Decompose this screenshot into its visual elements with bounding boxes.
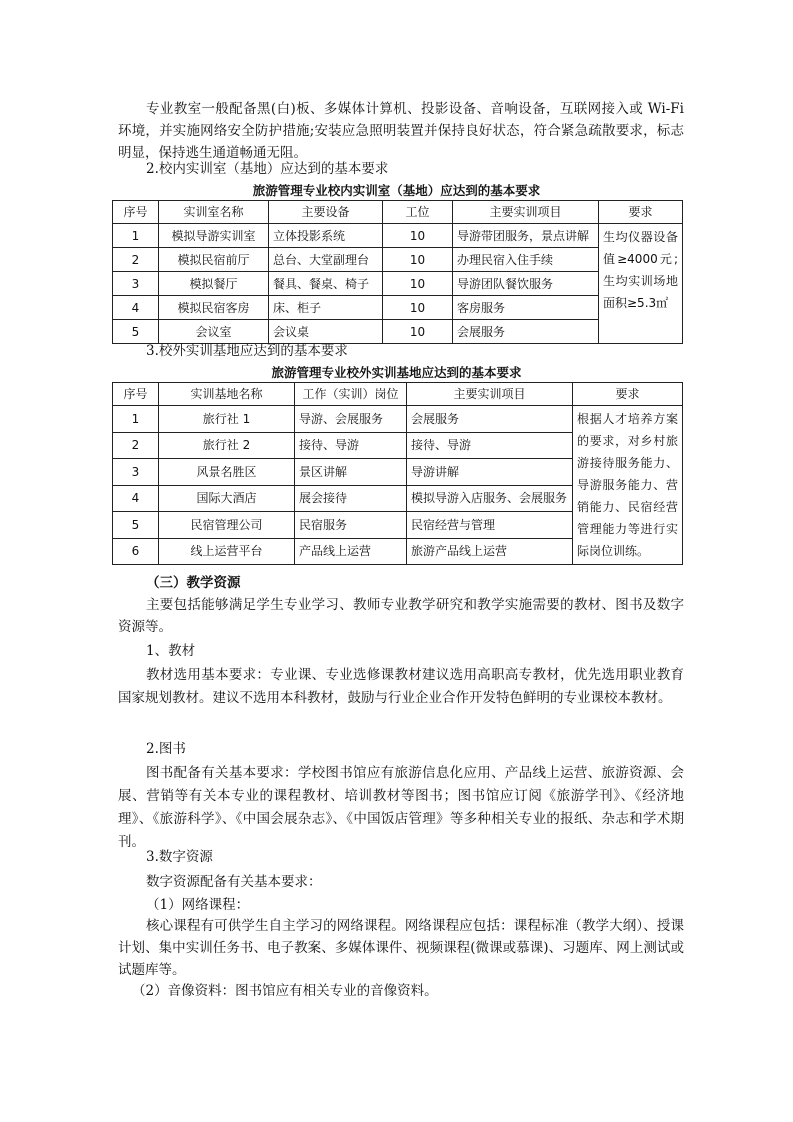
col-header: 要求 [573,383,683,406]
cell: 5 [113,512,159,539]
cell: 会议室 [159,320,269,344]
heading-offsite-training: 3.校外实训基地应达到的基本要求 [146,343,348,359]
col-header: 序号 [113,201,159,224]
cell: 床、柜子 [269,296,383,320]
table-row [113,248,683,272]
cell: 展会接待 [295,485,407,512]
cell: 3 [113,459,159,486]
col-header: 主要实训项目 [453,201,599,224]
section-teaching-resources-title: （三）教学资源 [146,575,241,591]
cell: 导游团队餐饮服务 [453,272,599,296]
resources-intro-paragraph: 主要包括能够满足学生专业学习、教师专业教学研究和教学实施需要的教材、图书及数字资源等。 [118,597,684,635]
heading-digital-resources: 3.数字资源 [146,849,213,865]
cell: 民宿管理公司 [159,512,295,539]
cell: 导游带团服务，景点讲解 [453,224,599,248]
cell: 10 [383,272,453,296]
cell: 3 [113,272,159,296]
table-row [113,296,683,320]
cell: 模拟导游入店服务、会展服务 [407,485,573,512]
col-header: 实训基地名称 [159,383,295,406]
cell: 会展服务 [407,406,573,433]
table-row [113,224,683,248]
table-row [113,406,683,433]
cell: 民宿服务 [295,512,407,539]
cell: 会展服务 [453,320,599,344]
cell: 2 [113,432,159,459]
cell: 接待、导游 [407,432,573,459]
table2-caption: 旅游管理专业校外实训基地应达到的基本要求 [271,365,522,380]
cell: 4 [113,296,159,320]
requirement-cell: 生均仪器设备值≥4000元;生均实训场地面积≥5.3㎡ [599,224,683,344]
cell: 总台、大堂副理台 [269,248,383,272]
digital-intro: 数字资源配备有关基本要求： [146,874,322,890]
cell: 1 [113,224,159,248]
online-course-paragraph: 核心课程有可供学生自主学习的网络课程。网络课程应包括：课程标准（教学大纲）、授课计划、集中实训任务书、电子教案、多媒体课件、视频课程(微课或慕课)、习题库、网上测试或试题库等。 [118,918,684,978]
table-header-row [113,383,683,406]
cell: 旅行社 2 [159,432,295,459]
cell: 产品线上运营 [295,538,407,565]
onsite-training-table [112,200,683,344]
books-paragraph: 图书配备有关基本要求：学校图书馆应有旅游信息化应用、产品线上运营、旅游资源、会展、营销等有关本专业的课程教材、培训教材等图书；图书馆应订阅《旅游学刊》、《经济地理》、《旅游科学》、《中国会展杂志》、《中国饭店管理》等多种相关专业的报纸、杂志和学术期刊。 [118,765,684,850]
cell: 办理民宿入住手续 [453,248,599,272]
cell: 模拟餐厅 [159,272,269,296]
table-row [113,272,683,296]
cell: 客房服务 [453,296,599,320]
cell: 导游、会展服务 [295,406,407,433]
cell: 接待、导游 [295,432,407,459]
cell: 10 [383,296,453,320]
cell: 10 [383,320,453,344]
cell: 模拟导游实训室 [159,224,269,248]
cell: 旅游产品线上运营 [407,538,573,565]
cell: 2 [113,248,159,272]
cell: 线上运营平台 [159,538,295,565]
cell: 模拟民宿前厅 [159,248,269,272]
cell: 模拟民宿客房 [159,296,269,320]
av-materials-paragraph: （2）音像资料：图书馆应有相关专业的音像资料。 [132,983,438,999]
cell: 5 [113,320,159,344]
cell: 6 [113,538,159,565]
textbook-paragraph: 教材选用基本要求：专业课、专业选修课教材建议选用高职高专教材，优先选用职业教育国家规划教材。建议不选用本科教材，鼓励与行业企业合作开发特色鲜明的专业课校本教材。 [118,667,684,706]
col-header: 工作（实训）岗位 [295,383,407,406]
cell: 会议桌 [269,320,383,344]
cell: 旅行社 1 [159,406,295,433]
offsite-training-table [112,382,683,565]
cell: 10 [383,248,453,272]
col-header: 序号 [113,383,159,406]
heading-books: 2.图书 [146,741,186,757]
table-header-row [113,201,683,224]
cell: 民宿经营与管理 [407,512,573,539]
heading-onsite-training: 2.校内实训室（基地）应达到的基本要求 [146,161,389,177]
cell: 风景名胜区 [159,459,295,486]
col-header: 工位 [383,201,453,224]
cell: 1 [113,406,159,433]
cell: 国际大酒店 [159,485,295,512]
col-header: 要求 [599,201,683,224]
col-header: 主要实训项目 [407,383,573,406]
cell: 立体投影系统 [269,224,383,248]
cell: 4 [113,485,159,512]
intro-paragraph: 专业教室一般配备黑(白)板、多媒体计算机、投影设备、音响设备，互联网接入或 Wi-Fi 环境，并实施网络安全防护措施;安装应急照明装置并保持良好状态，符合紧急疏散要求，标志明显，保持逃生通道畅通无阻。 [118,101,684,161]
cell: 景区讲解 [295,459,407,486]
requirement-cell: 根据人才培养方案的要求，对乡村旅游接待服务能力、导游服务能力、营销能力、民宿经营管理能力等进行实际岗位训练。 [573,406,683,565]
heading-textbooks: 1、教材 [146,643,196,659]
col-header: 主要设备 [269,201,383,224]
table1-caption: 旅游管理专业校内实训室（基地）应达到的基本要求 [252,183,541,198]
online-course-label: （1）网络课程： [146,897,250,913]
cell: 10 [383,224,453,248]
col-header: 实训室名称 [159,201,269,224]
cell: 餐具、餐桌、椅子 [269,272,383,296]
cell: 导游讲解 [407,459,573,486]
